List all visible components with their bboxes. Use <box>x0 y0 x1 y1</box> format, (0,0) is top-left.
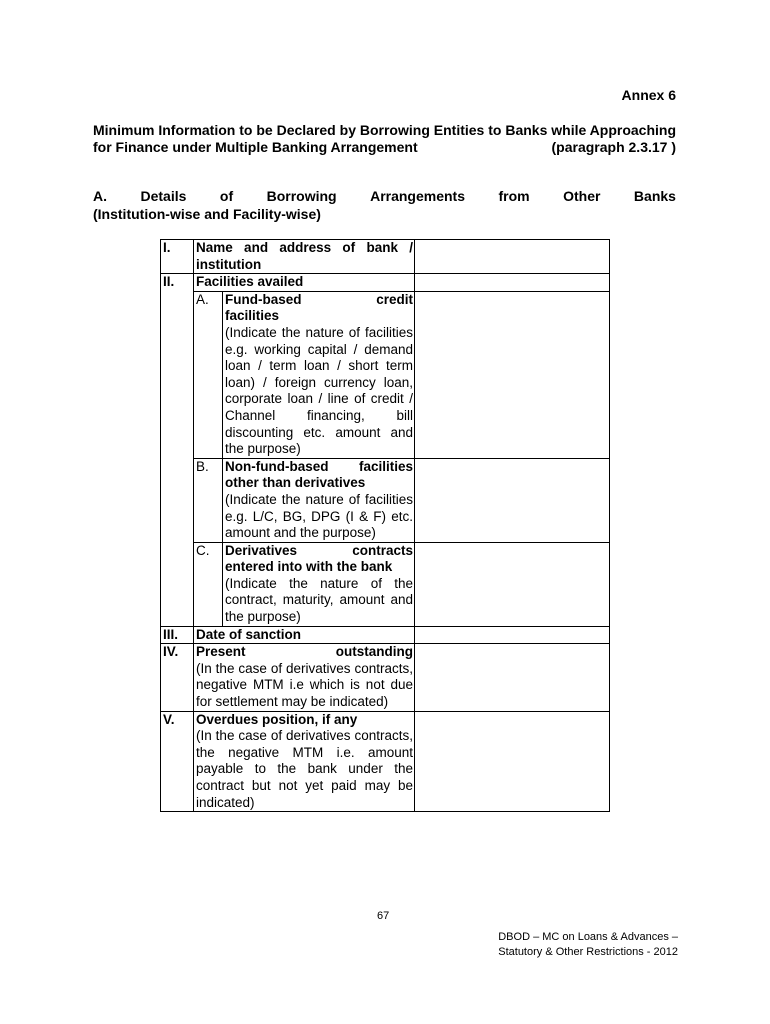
value-cell[interactable] <box>415 291 610 458</box>
row-number: II. <box>161 274 194 292</box>
table-row <box>161 711 610 812</box>
section-word: Arrangements <box>370 188 465 204</box>
section-word: Other <box>563 188 601 204</box>
sub-letter: B. <box>194 458 223 542</box>
section-heading <box>93 188 676 205</box>
table-row <box>161 542 610 626</box>
row-label: Date of sanction <box>194 626 415 644</box>
row-label: Name and address of bank / institution <box>194 240 415 274</box>
value-cell[interactable] <box>415 711 610 812</box>
value-cell[interactable] <box>415 274 610 292</box>
page-footer <box>498 930 678 960</box>
section-word: of <box>219 188 234 204</box>
row-number: III. <box>161 626 194 644</box>
page-number: 67 <box>377 910 390 922</box>
row-number: I. <box>161 240 194 274</box>
row-label: Fund-based credit facilities (Indicate the nature of facilities e.g. working capital / demand loan / term loan / short term loan) / foreign currency loan, corporate loan / line of credit / Channel financing, bill discounting etc. amount and the purpose) <box>223 291 415 458</box>
row-label: Facilities availed <box>194 274 415 292</box>
section-word: A. <box>93 188 107 204</box>
value-cell[interactable] <box>415 626 610 644</box>
section-subheading: (Institution-wise and Facility-wise) <box>93 206 321 222</box>
section-word: from <box>498 188 530 204</box>
row-label: Non-fund-based facilities other than derivatives (Indicate the nature of facilities e.g. L/C, BG, DPG (I & F) etc. amount and the purpose) <box>223 458 415 542</box>
annex-label: Annex 6 <box>621 87 676 103</box>
row-number: IV. <box>161 644 194 711</box>
document-title <box>93 122 676 156</box>
table-row <box>161 458 610 542</box>
table-row <box>161 644 610 711</box>
row-label: Present outstanding (In the case of derivatives contracts, negative MTM i.e which is not due for settlement may be indicated) <box>194 644 415 711</box>
borrowing-arrangements-table <box>160 239 610 812</box>
row-number: V. <box>161 711 194 812</box>
sub-letter: A. <box>194 291 223 458</box>
table-row <box>161 274 610 292</box>
title-main: Minimum Information to be Declared by Borrowing Entities to Banks while Approaching for Finance under Multiple Banking Arrangement <box>93 122 676 155</box>
row-label: Derivatives contracts entered into with the bank (Indicate the nature of the contract, maturity, amount and the purpose) <box>223 542 415 626</box>
value-cell[interactable] <box>415 458 610 542</box>
table-row <box>161 240 610 274</box>
row-label: Overdues position, if any (In the case of derivatives contracts, the negative MTM i.e. amount payable to the bank under the contract but not yet paid may be indicated) <box>194 711 415 812</box>
footer-line: Statutory & Other Restrictions - 2012 <box>498 946 678 958</box>
section-word: Borrowing <box>266 188 337 204</box>
value-cell[interactable] <box>415 240 610 274</box>
footer-line: DBOD – MC on Loans & Advances – <box>498 931 678 943</box>
table-row <box>161 291 610 458</box>
table-row <box>161 626 610 644</box>
value-cell[interactable] <box>415 644 610 711</box>
sub-letter: C. <box>194 542 223 626</box>
title-paragraph-ref: (paragraph 2.3.17 ) <box>551 139 676 155</box>
section-word: Details <box>140 188 187 204</box>
section-word: Banks <box>633 188 676 204</box>
value-cell[interactable] <box>415 542 610 626</box>
